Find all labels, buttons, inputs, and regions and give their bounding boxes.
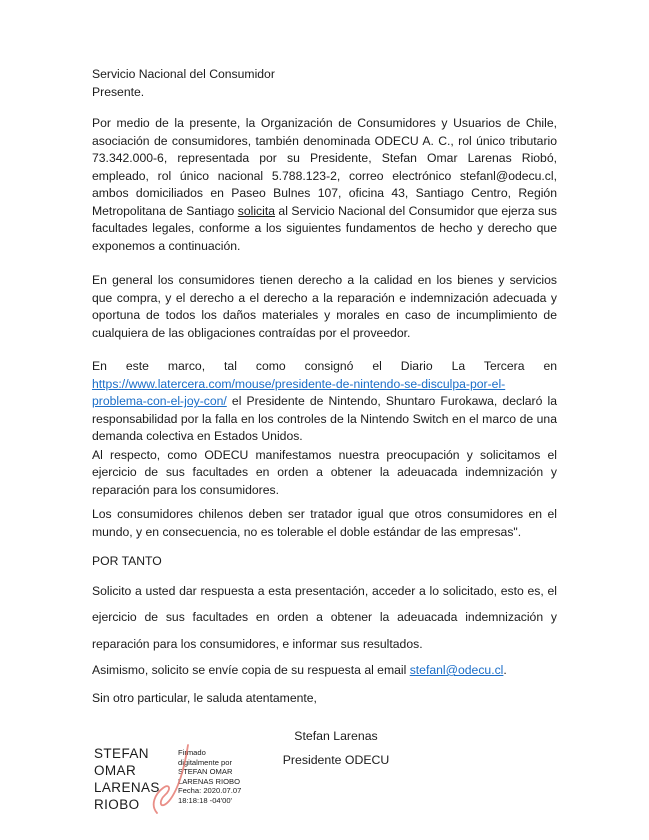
recipient-block [92,66,557,101]
closing-salutation: Sin otro particular, le saluda atentamente, [92,690,317,705]
digital-signature-name-line: RIOBO [94,797,140,812]
paragraph-text: Por medio de la presente, la Organización de Consumidores y Usuarios de Chile, asociación de consumidores, también denominada ODECU A. C., rol único tributario 73.342.000-6, representada por su Presidente, Stefan Omar Larenas Riobó, empleado, rol único nacional 5.788.123-2, correo electrónico stefanl@odecu.cl, ambos domiciliados en Paseo Bulnes 107, oficina 43, Santiago Centro, Región Metropolitana de Santiago [92,116,557,218]
digital-signature-detail-line: Fecha: 2020.07.07 [178,786,242,796]
digital-signature-detail-line: STEFAN OMAR [178,767,233,777]
email-link[interactable]: stefanl@odecu.cl [409,663,504,677]
paragraph-la-tercera [92,358,557,446]
recipient-line: Servicio Nacional del Consumidor [92,67,275,81]
paragraph-text: el Presidente de Nintendo, Shuntaro Furokawa, declaró la responsabilidad por la falla en los controles de la Nintendo Switch en el marco de una demanda colectiva en Estados Unidos. [92,394,557,443]
recipient-presente-line: Presente. [92,84,145,99]
signer-title: Presidente ODECU [282,752,390,767]
paragraph-consumer-rights: En general los consumidores tienen derecho a la calidad en los bienes y servicios que compra, y el derecho a el derecho a la reparación e indemnización adecuada y oportuna de todos los daños materiales y morales en caso de incumplimiento de cualquiera de las obligaciones contraídas por el proveedor. [92,273,557,340]
underlined-word-solicita: solicita [237,203,276,218]
digital-signature-detail-line: 18:18:18 -04'00' [178,795,232,805]
digital-signature-detail-line: Firmado [178,748,206,757]
digital-signature-name-line: STEFAN [94,746,149,761]
signer-block [270,725,402,772]
paragraph-double-standard: Los consumidores chilenos deben ser tratador igual que otros consumidores en el mundo, y en consecuencia, no es tolerable el doble estándar de las empresas". [92,507,557,539]
digital-signature-detail-line: LARENAS RIOBO [178,776,241,786]
por-tanto-heading: POR TANTO [92,554,162,568]
paragraph-email-copy [92,662,557,680]
paragraph-request: Solicito a usted dar respuesta a esta presentación, acceder a lo solicitado, esto es, el ejercicio de sus facultades en orden a obtener la adeuacada indemnización y reparación para los consumidores, e informar sus resultados. [92,583,557,651]
signer-name: Stefan Larenas [294,729,378,743]
paragraph-text: En este marco, tal como consignó el Diario La Tercera en [92,359,557,373]
latercera-article-link[interactable]: https://www.latercera.com/mouse/presidente-de-nintendo-se-disculpa-por-el-problema-con-el-joy-con/ [92,376,506,408]
digital-signature-name-line: OMAR [94,763,137,778]
digital-signature-name [94,745,172,813]
digital-signature-details [178,745,250,813]
paragraph-text: . [503,663,507,677]
signature-section [92,707,557,829]
digital-signature-name-line: LARENAS [94,780,160,795]
paragraph-text: Asimismo, solicito se envíe copia de su respuesta al email [92,663,410,677]
digital-signature-block [94,745,250,813]
paragraph-odecu-concern: Al respecto, como ODECU manifestamos nuestra preocupación y solicitamos el ejercicio de sus facultades en orden a obtener la adeuacada indemnización y reparación para los consumidores. [92,447,557,497]
digital-signature-detail-line: digitalmente por [178,757,233,767]
paragraph-introduction [92,115,557,255]
paragraph-text: al Servicio Nacional del Consumidor que ejerza sus facultades legales, conforme a los siguientes fundamentos de hecho y derecho que exponemos a continuación. [92,203,557,253]
